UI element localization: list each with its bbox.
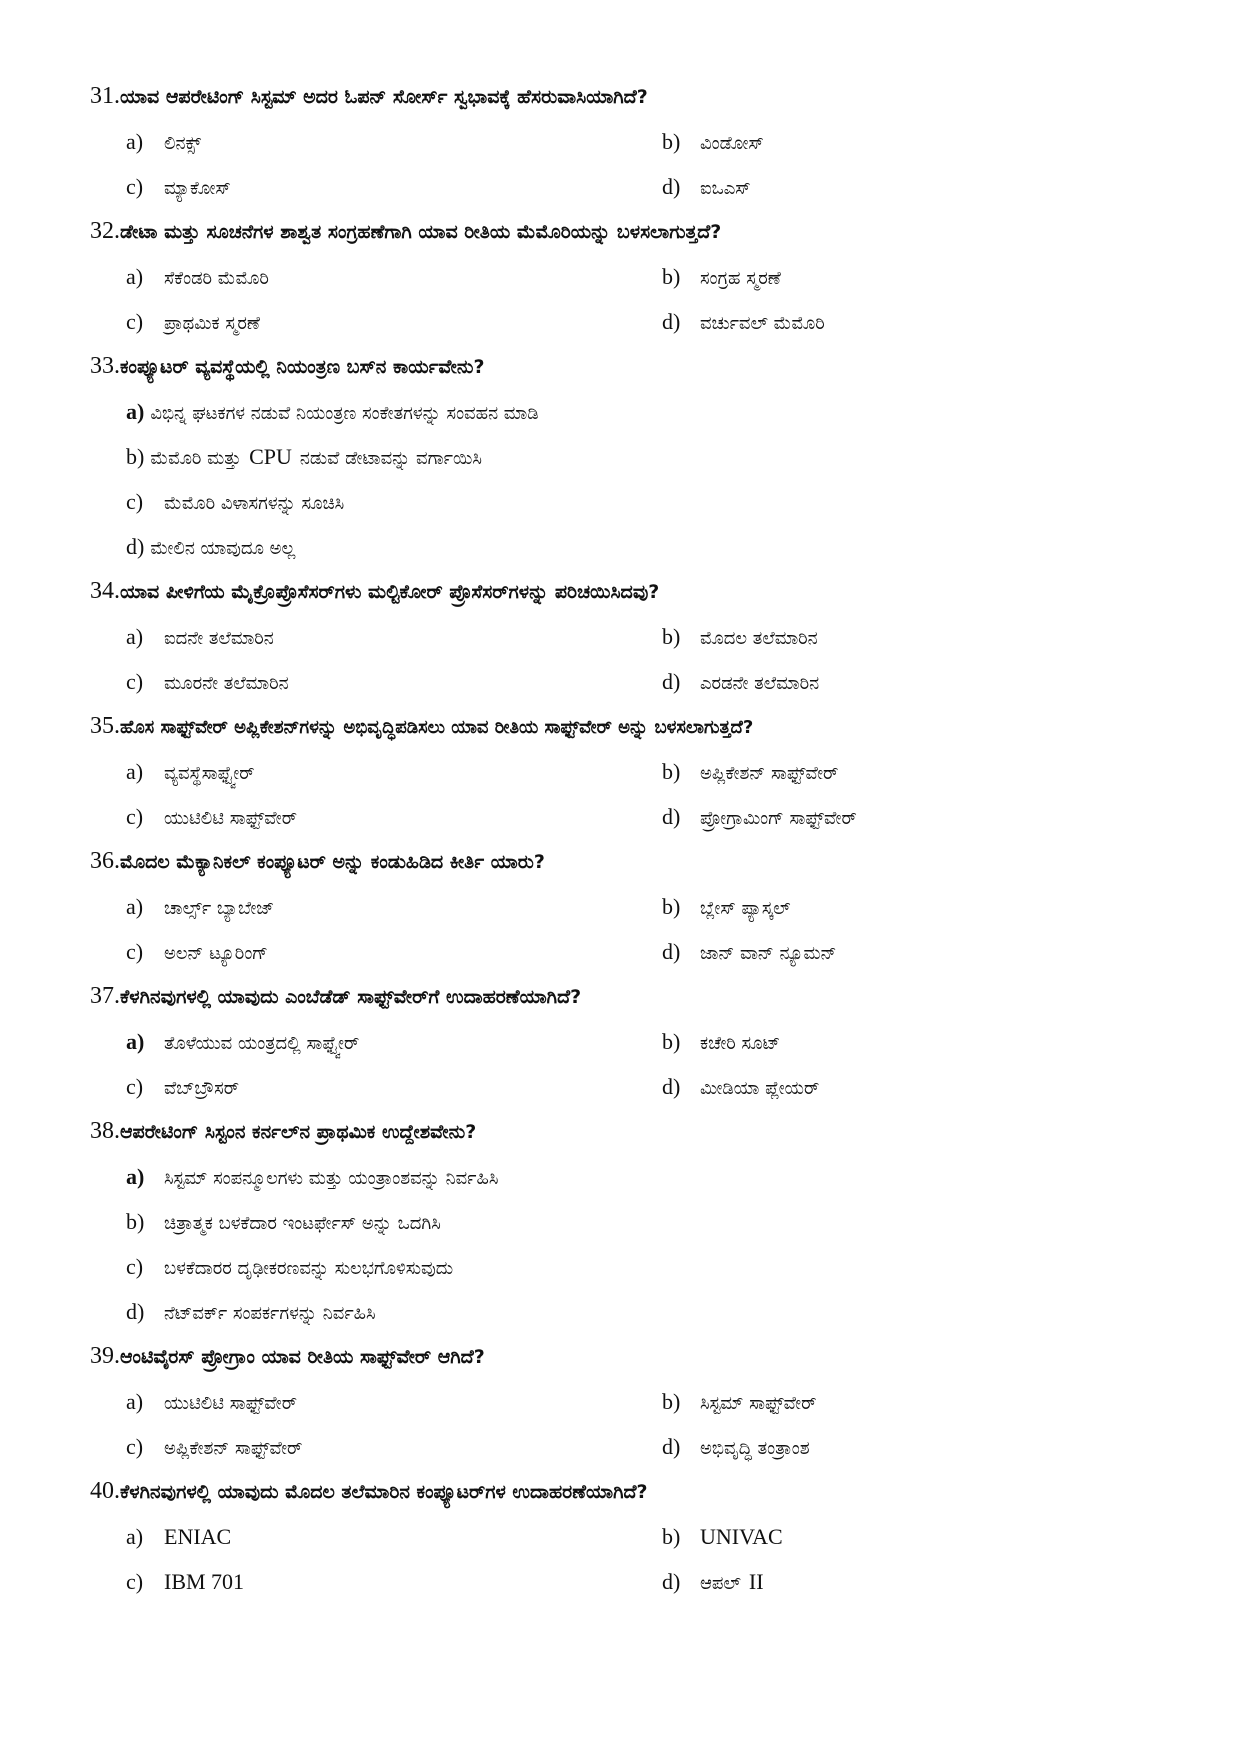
options-row xyxy=(90,254,1170,299)
option-a xyxy=(90,614,662,659)
option-text: ಲಿನಕ್ಸ್ xyxy=(164,133,202,154)
option-a xyxy=(90,389,1170,434)
question-33 xyxy=(90,344,1170,389)
option-label: d) xyxy=(662,174,681,199)
question-40 xyxy=(90,1469,1170,1514)
options-row xyxy=(90,659,1170,704)
option-text: ಚಿತ್ರಾತ್ಮಕ ಬಳಕೆದಾರ ಇಂಟರ್ಫೇಸ್ ಅನ್ನು ಒದಗಿಸಿ xyxy=(164,1213,441,1234)
option-label: d) xyxy=(662,939,681,964)
option-b xyxy=(90,434,1170,479)
option-text: ಬ್ಲೇಸ್ ಪ್ಯಾಸ್ಕಲ್ xyxy=(700,898,791,919)
option-text: ವೆಬ್‌ಬ್ರೌಸರ್ xyxy=(164,1078,240,1099)
question-35 xyxy=(90,704,1170,749)
question-number: 32. xyxy=(90,218,120,244)
option-label: a) xyxy=(126,264,144,289)
option-text: ಮೆಮೊರಿ ಮತ್ತು xyxy=(150,448,242,469)
option-c xyxy=(90,164,662,209)
option-label: d) xyxy=(662,669,681,694)
question-text: ಕೆಳಗಿನವುಗಳಲ್ಲಿ ಯಾವುದು ಮೊದಲ ತಲೆಮಾರಿನ ಕಂಪ್ಯೂಟರ್‌ಗಳ ಉದಾಹರಣೆಯಾಗಿದೆ? xyxy=(120,1481,648,1503)
options-row xyxy=(90,164,1170,209)
question-text: ಆಂಟಿವೈರಸ್ ಪ್ರೋಗ್ರಾಂ ಯಾವ ರೀತಿಯ ಸಾಫ್ಟ್‌ವೇರ್ ಆಗಿದೆ? xyxy=(120,1346,485,1368)
options-row xyxy=(90,1559,1170,1604)
option-b xyxy=(662,749,1170,794)
option-text: ಪ್ರೋಗ್ರಾಮಿಂಗ್ ಸಾಫ್ಟ್‌ವೇರ್ xyxy=(700,808,857,829)
options-row xyxy=(90,119,1170,164)
option-label: d) xyxy=(662,1569,681,1594)
option-label: d) xyxy=(662,1434,681,1459)
option-label: b) xyxy=(662,1389,681,1414)
option-d xyxy=(662,164,1170,209)
option-label: c) xyxy=(126,309,144,334)
option-text: ಚಾರ್ಲ್ಸ್ ಬ್ಯಾಬೇಜ್ xyxy=(164,898,275,919)
option-c xyxy=(90,479,1170,524)
option-b xyxy=(662,119,1170,164)
question-39 xyxy=(90,1334,1170,1379)
option-text: ಅಪ್ಲಿಕೇಶನ್ ಸಾಫ್ಟ್‌ವೇರ್ xyxy=(700,763,839,784)
option-label: c) xyxy=(126,1254,144,1279)
option-label: b) xyxy=(662,894,681,919)
option-text: ಯುಟಿಲಿಟಿ ಸಾಫ್ಟ್‌ವೇರ್ xyxy=(164,808,298,829)
option-text: ಸಿಸ್ಟಮ್ ಸಂಪನ್ಮೂಲಗಳು ಮತ್ತು ಯಂತ್ರಾಂಶವನ್ನು ನಿರ್ವಹಿಸಿ xyxy=(164,1168,499,1189)
option-text: ಮೂರನೇ ತಲೆಮಾರಿನ xyxy=(164,673,289,694)
option-text: ಐದನೇ ತಲೆಮಾರಿನ xyxy=(164,628,274,649)
option-c xyxy=(90,1244,1170,1289)
option-text: ಯುಟಿಲಿಟಿ ಸಾಫ್ಟ್‌ವೇರ್ xyxy=(164,1393,298,1414)
options-row xyxy=(90,1514,1170,1559)
option-label: b) xyxy=(662,1524,681,1549)
option-d xyxy=(662,794,1170,839)
option-label: c) xyxy=(126,174,144,199)
question-number: 35. xyxy=(90,713,120,739)
option-d xyxy=(662,299,1170,344)
options-row xyxy=(90,299,1170,344)
options-row xyxy=(90,614,1170,659)
option-text: ಬಳಕೆದಾರರ ದೃಢೀಕರಣವನ್ನು ಸುಲಭಗೊಳಿಸುವುದು xyxy=(164,1258,454,1279)
option-label: b) xyxy=(662,759,681,784)
option-text: ವಿಭಿನ್ನ ಘಟಕಗಳ ನಡುವೆ ನಿಯಂತ್ರಣ ಸಂಕೇತಗಳನ್ನು ಸಂವಹನ ಮಾಡಿ xyxy=(150,403,539,424)
option-text: ವ್ಯವಸ್ಥೆಸಾಫ್ಟ್ವೇರ್ xyxy=(164,763,255,784)
option-a xyxy=(90,254,662,299)
option-b xyxy=(662,884,1170,929)
option-text-latin: CPU xyxy=(249,444,292,469)
question-text: ಮೊದಲ ಮೆಕ್ಯಾನಿಕಲ್ ಕಂಪ್ಯೂಟರ್ ಅನ್ನು ಕಂಡುಹಿಡಿದ ಕೀರ್ತಿ ಯಾರು? xyxy=(120,851,545,873)
options-row xyxy=(90,524,1170,569)
option-label: a) xyxy=(126,399,145,424)
option-text: ವಿಂಡೋಸ್ xyxy=(700,133,764,154)
option-c xyxy=(90,299,662,344)
option-label: b) xyxy=(662,1029,681,1054)
options-row xyxy=(90,434,1170,479)
option-c xyxy=(90,794,662,839)
question-number: 31. xyxy=(90,83,120,109)
option-label: d) xyxy=(662,309,681,334)
option-label: a) xyxy=(126,129,144,154)
option-text: ವರ್ಚುವಲ್ ಮೆಮೊರಿ xyxy=(700,313,825,334)
option-a xyxy=(90,1154,1170,1199)
question-text: ಕಂಪ್ಯೂಟರ್ ವ್ಯವಸ್ಥೆಯಲ್ಲಿ ನಿಯಂತ್ರಣ ಬಸ್‌ನ ಕಾರ್ಯವೇನು? xyxy=(120,356,485,378)
options-row xyxy=(90,749,1170,794)
option-c xyxy=(90,1424,662,1469)
options-row xyxy=(90,794,1170,839)
option-label: a) xyxy=(126,1389,144,1414)
option-text: ಎರಡನೇ ತಲೆಮಾರಿನ xyxy=(700,673,820,694)
options-row xyxy=(90,1064,1170,1109)
options-row xyxy=(90,479,1170,524)
question-number: 34. xyxy=(90,578,120,604)
option-text: ಮ್ಯಾಕೋಸ್ xyxy=(164,178,231,199)
option-label: a) xyxy=(126,1164,145,1189)
options-row xyxy=(90,1244,1170,1289)
option-c xyxy=(90,659,662,704)
option-text: ಕಚೇರಿ ಸೂಟ್ xyxy=(700,1033,781,1054)
option-text: ಪ್ರಾಥಮಿಕ ಸ್ಮರಣೆ xyxy=(164,313,260,334)
option-a xyxy=(90,749,662,794)
option-text: ಮೀಡಿಯಾ ಪ್ಲೇಯರ್ xyxy=(700,1078,820,1099)
options-row xyxy=(90,389,1170,434)
question-number: 40. xyxy=(90,1478,120,1504)
question-38 xyxy=(90,1109,1170,1154)
option-text: ಸೆಕೆಂಡರಿ ಮೆಮೊರಿ xyxy=(164,268,269,289)
option-d xyxy=(662,929,1170,974)
option-label: b) xyxy=(662,264,681,289)
option-text: ENIAC xyxy=(164,1524,232,1549)
option-b xyxy=(662,1379,1170,1424)
option-d xyxy=(90,1289,1170,1334)
option-label: c) xyxy=(126,1569,144,1594)
option-label: d) xyxy=(662,1074,681,1099)
option-a xyxy=(90,884,662,929)
option-text: ಮೇಲಿನ ಯಾವುದೂ ಅಲ್ಲ xyxy=(150,538,296,559)
option-c xyxy=(90,929,662,974)
option-label: a) xyxy=(126,1524,144,1549)
option-text-latin: II xyxy=(748,1569,764,1594)
options-row xyxy=(90,884,1170,929)
option-label: b) xyxy=(126,1209,145,1234)
option-label: c) xyxy=(126,1074,144,1099)
options-row xyxy=(90,1424,1170,1469)
option-text: ಮೆಮೊರಿ ವಿಳಾಸಗಳನ್ನು ಸೂಚಿಸಿ xyxy=(164,493,345,514)
option-label: b) xyxy=(662,624,681,649)
option-label: d) xyxy=(126,1299,145,1324)
option-b xyxy=(662,1514,1170,1559)
option-label: c) xyxy=(126,1434,144,1459)
option-text: UNIVAC xyxy=(700,1524,783,1549)
question-34 xyxy=(90,569,1170,614)
option-d xyxy=(662,1559,1170,1604)
options-row xyxy=(90,1199,1170,1244)
option-text: ಐಒಎಸ್ xyxy=(700,178,751,199)
question-number: 37. xyxy=(90,983,120,1009)
option-d xyxy=(662,1064,1170,1109)
question-number: 39. xyxy=(90,1343,120,1369)
question-31 xyxy=(90,74,1170,119)
question-32 xyxy=(90,209,1170,254)
option-text: ಸಿಸ್ಟಮ್ ಸಾಫ್ಟ್‌ವೇರ್ xyxy=(700,1393,817,1414)
option-a xyxy=(90,1514,662,1559)
question-number: 36. xyxy=(90,848,120,874)
option-c xyxy=(90,1064,662,1109)
options-row xyxy=(90,929,1170,974)
option-text: ಅಪ್ಲಿಕೇಶನ್ ಸಾಫ್ಟ್‌ವೇರ್ xyxy=(164,1438,303,1459)
option-text: IBM 701 xyxy=(164,1569,245,1594)
question-text: ಹೊಸ ಸಾಫ್ಟ್‌ವೇರ್ ಅಪ್ಲಿಕೇಶನ್‌ಗಳನ್ನು ಅಭಿವೃದ್ಧಿಪಡಿಸಲು ಯಾವ ರೀತಿಯ ಸಾಫ್ಟ್‌ವೇರ್ ಅನ್ನು ಬಳಸಲಾಗುತ್ತದೆ? xyxy=(120,717,754,738)
option-text: ಆಪಲ್ xyxy=(700,1573,741,1594)
option-label: a) xyxy=(126,624,144,649)
question-36 xyxy=(90,839,1170,884)
option-label: c) xyxy=(126,669,144,694)
options-row xyxy=(90,1154,1170,1199)
question-text: ಆಪರೇಟಿಂಗ್ ಸಿಸ್ಟಂನ ಕರ್ನಲ್‌ನ ಪ್ರಾಥಮಿಕ ಉದ್ದೇಶವೇನು? xyxy=(120,1121,477,1143)
option-text: ಜಾನ್ ವಾನ್ ನ್ಯೂಮನ್ xyxy=(700,943,837,964)
option-label: c) xyxy=(126,804,144,829)
option-text: ಅಭಿವೃದ್ಧಿ ತಂತ್ರಾಂಶ xyxy=(700,1438,810,1459)
option-d xyxy=(662,1424,1170,1469)
option-label: a) xyxy=(126,894,144,919)
option-label: c) xyxy=(126,939,144,964)
question-text: ಯಾವ ಆಪರೇಟಿಂಗ್ ಸಿಸ್ಟಮ್ ಅದರ ಓಪನ್ ಸೋರ್ಸ್ ಸ್ವಭಾವಕ್ಕೆ ಹೆಸರುವಾಸಿಯಾಗಿದೆ? xyxy=(120,86,648,108)
options-row xyxy=(90,1289,1170,1334)
question-page xyxy=(90,74,1170,1604)
option-text: ಮೊದಲ ತಲೆಮಾರಿನ xyxy=(700,628,818,649)
question-text: ಡೇಟಾ ಮತ್ತು ಸೂಚನೆಗಳ ಶಾಶ್ವತ ಸಂಗ್ರಹಣೆಗಾಗಿ ಯಾವ ರೀತಿಯ ಮೆಮೊರಿಯನ್ನು ಬಳಸಲಾಗುತ್ತದೆ? xyxy=(120,221,722,243)
question-number: 33. xyxy=(90,353,120,379)
option-label: b) xyxy=(662,129,681,154)
option-label: c) xyxy=(126,489,144,514)
question-37 xyxy=(90,974,1170,1019)
option-text: ನೆಟ್‌ವರ್ಕ್ ಸಂಪರ್ಕಗಳನ್ನು ನಿರ್ವಹಿಸಿ xyxy=(164,1303,376,1324)
option-d xyxy=(662,659,1170,704)
option-text: ಅಲನ್ ಟ್ಯೂರಿಂಗ್ xyxy=(164,943,268,964)
option-b xyxy=(662,254,1170,299)
option-c xyxy=(90,1559,662,1604)
option-d xyxy=(90,524,1170,569)
option-label: a) xyxy=(126,759,144,784)
option-text: ನಡುವೆ ಡೇಟಾವನ್ನು ವರ್ಗಾಯಿಸಿ xyxy=(299,448,482,469)
option-label: b) xyxy=(126,444,145,469)
option-label: d) xyxy=(126,534,145,559)
option-a xyxy=(90,1019,662,1064)
options-row xyxy=(90,1379,1170,1424)
option-a xyxy=(90,119,662,164)
option-label: d) xyxy=(662,804,681,829)
option-text: ಸಂಗ್ರಹ ಸ್ಮರಣೆ xyxy=(700,268,781,289)
question-number: 38. xyxy=(90,1118,120,1144)
question-text: ಯಾವ ಪೀಳಿಗೆಯ ಮೈಕ್ರೊಪ್ರೊಸೆಸರ್‌ಗಳು ಮಲ್ಟಿಕೋರ್ ಪ್ರೊಸೆಸರ್‌ಗಳನ್ನು ಪರಿಚಯಿಸಿದವು? xyxy=(120,581,660,603)
option-b xyxy=(90,1199,1170,1244)
question-text: ಕೆಳಗಿನವುಗಳಲ್ಲಿ ಯಾವುದು ಎಂಬೆಡೆಡ್ ಸಾಫ್ಟ್‌ವೇರ್‌ಗೆ ಉದಾಹರಣೆಯಾಗಿದೆ? xyxy=(120,986,582,1008)
options-row xyxy=(90,1019,1170,1064)
option-text: ತೊಳೆಯುವ ಯಂತ್ರದಲ್ಲಿ ಸಾಫ್ಟ್ವೇರ್ xyxy=(164,1033,360,1054)
option-label: a) xyxy=(126,1029,145,1054)
option-b xyxy=(662,614,1170,659)
option-a xyxy=(90,1379,662,1424)
option-b xyxy=(662,1019,1170,1064)
